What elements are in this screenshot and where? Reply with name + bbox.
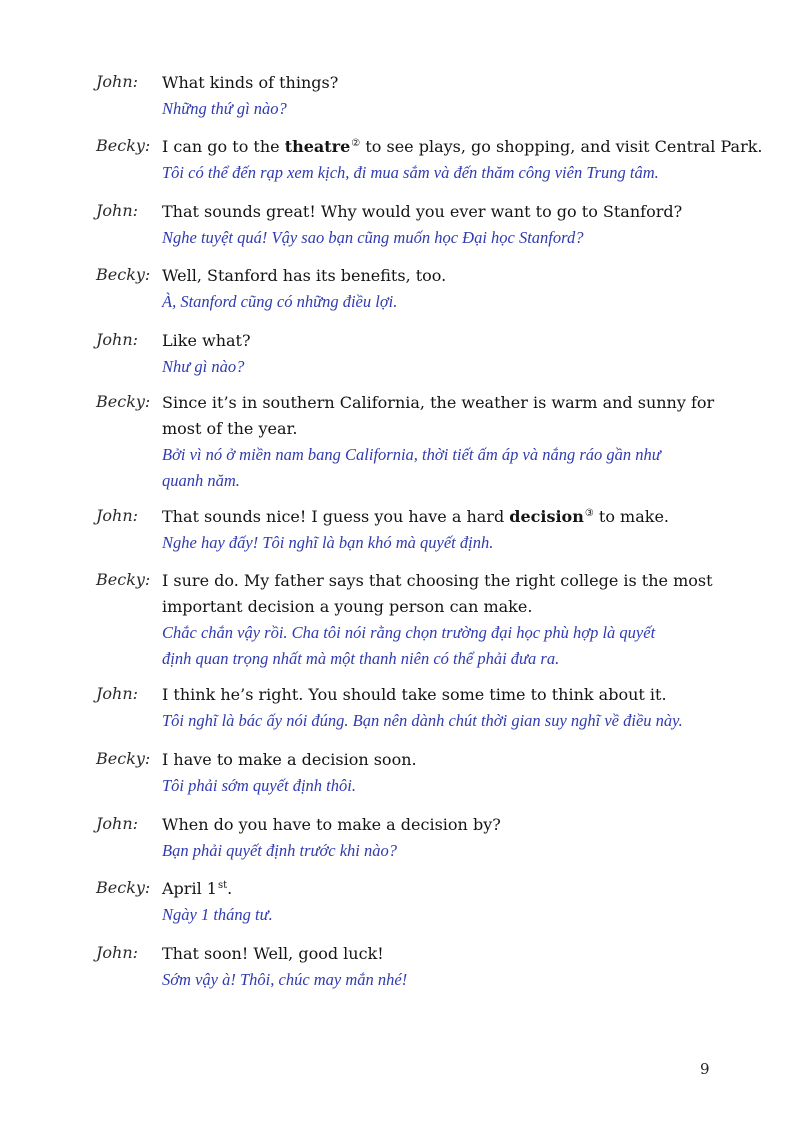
english-text: I can go to the [162, 137, 285, 156]
page-number: 9 [700, 1060, 710, 1078]
english-text: to see plays, go shopping, and visit Central Park. [360, 137, 763, 156]
vocabulary-word: decision [509, 507, 584, 526]
vietnamese-translation: Tôi phải sớm quyết định thôi. [162, 776, 356, 795]
english-text: to make. [593, 507, 670, 526]
vietnamese-translation: Nghe tuyệt quá! Vậy sao bạn cũng muốn học Đại học Stanford? [162, 228, 584, 247]
vietnamese-translation: Bởi vì nó ở miền nam bang California, thời tiết ấm áp và nắng ráo gần như [162, 445, 661, 464]
english-line: When do you have to make a decision by? [162, 815, 501, 834]
speaker-label: John: [96, 201, 139, 220]
english-line: most of the year. [162, 419, 298, 438]
footnote-marker: ② [351, 138, 361, 149]
speaker-label: Becky: [96, 570, 151, 589]
speaker-label: Becky: [96, 265, 151, 284]
speaker-label: John: [96, 943, 139, 962]
english-line: I think he’s right. You should take some time to think about it. [162, 685, 667, 704]
speaker-label: John: [96, 814, 139, 833]
english-text: . [227, 879, 233, 898]
speaker-label: John: [96, 72, 139, 91]
vietnamese-translation: Chắc chắn vậy rồi. Cha tôi nói rằng chọn trường đại học phù hợp là quyết [162, 623, 656, 642]
speaker-label: John: [96, 684, 139, 703]
vietnamese-translation: Sớm vậy à! Thôi, chúc may mắn nhé! [162, 970, 408, 989]
vietnamese-translation: Tôi có thể đến rạp xem kịch, đi mua sắm và đến thăm công viên Trung tâm. [162, 163, 659, 182]
speaker-label: Becky: [96, 749, 151, 768]
english-line: I have to make a decision soon. [162, 750, 417, 769]
speaker-label: Becky: [96, 878, 151, 897]
vietnamese-translation: Bạn phải quyết định trước khi nào? [162, 841, 398, 860]
vietnamese-translation: Như gì nào? [162, 357, 245, 376]
english-line: important decision a young person can make. [162, 597, 533, 616]
speaker-label: John: [96, 506, 139, 525]
english-line: That soon! Well, good luck! [162, 944, 384, 963]
english-line: I sure do. My father says that choosing the right college is the most [162, 571, 713, 590]
vietnamese-translation: quanh năm. [162, 471, 240, 490]
vietnamese-translation: Những thứ gì nào? [162, 99, 287, 118]
vietnamese-translation: Nghe hay đấy! Tôi nghĩ là bạn khó mà quyết định. [162, 533, 494, 552]
speaker-label: Becky: [96, 392, 151, 411]
english-line: Like what? [162, 331, 251, 350]
speaker-label: John: [96, 330, 139, 349]
speaker-label: Becky: [96, 136, 151, 155]
english-line [162, 134, 763, 160]
vocabulary-word: theatre [284, 137, 351, 156]
english-text: April 1 [162, 879, 217, 898]
vietnamese-translation: Tôi nghĩ là bác ấy nói đúng. Bạn nên dành chút thời gian suy nghĩ về điều này. [162, 711, 683, 730]
english-line: That sounds great! Why would you ever want to go to Stanford? [162, 202, 683, 221]
english-line: Well, Stanford has its benefits, too. [162, 266, 447, 285]
english-line: Since it’s in southern California, the weather is warm and sunny for [162, 393, 715, 412]
english-line [162, 876, 722, 902]
english-line [162, 504, 722, 530]
english-line: What kinds of things? [162, 73, 339, 92]
vietnamese-translation: Ngày 1 tháng tư. [162, 905, 273, 924]
vietnamese-translation: À, Stanford cũng có những điều lợi. [162, 292, 398, 311]
footnote-marker: ③ [584, 508, 594, 519]
english-text: That sounds nice! I guess you have a hard [162, 507, 510, 526]
vietnamese-translation: định quan trọng nhất mà một thanh niên có thể phải đưa ra. [162, 649, 560, 668]
ordinal-suffix: st [217, 880, 228, 891]
